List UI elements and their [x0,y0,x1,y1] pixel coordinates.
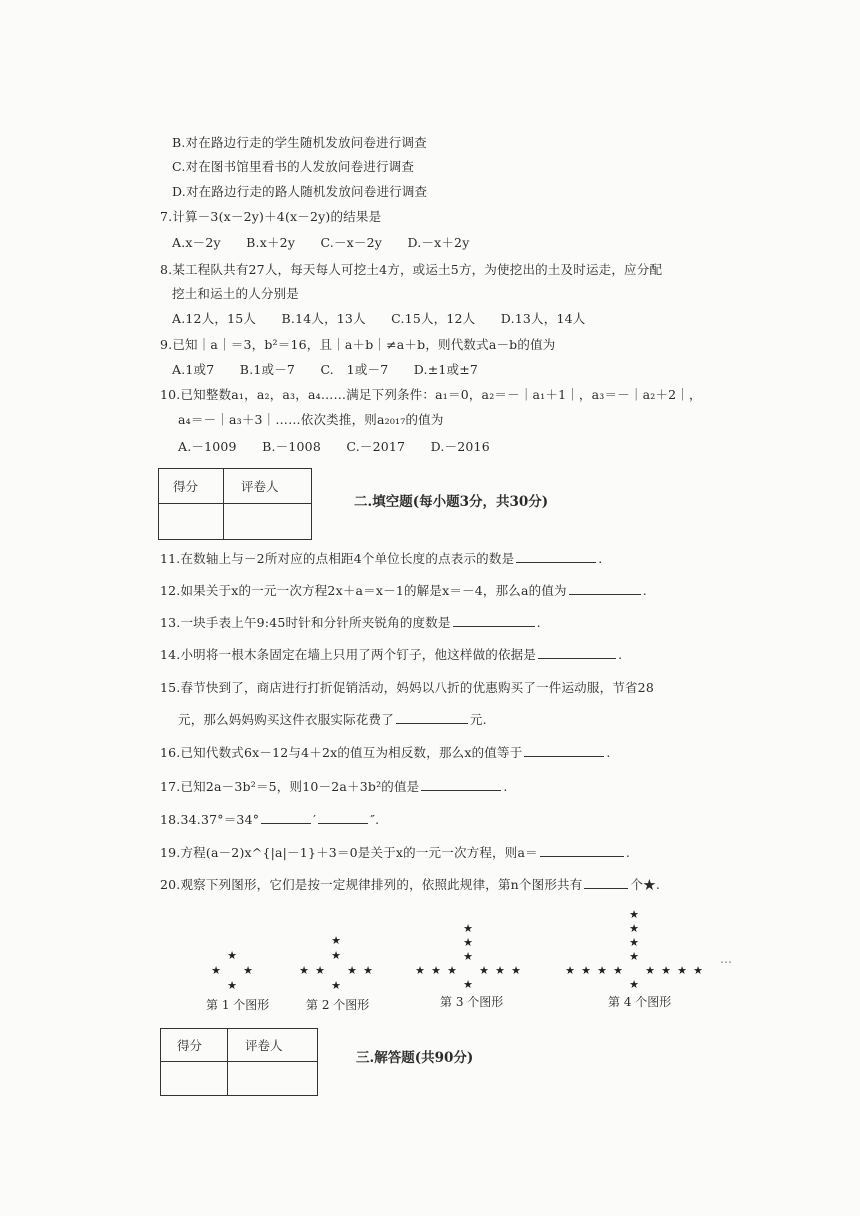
q12-text: 12.如果关于x的一元一次方程2x＋a＝x－1的解是x＝－4，那么a的值为 [160,583,567,598]
q18-seconds-blank[interactable] [318,811,368,824]
figure-4-label: 第 4 个图形 [608,995,672,1009]
q18-text: 18.34.37°＝34° [160,812,260,827]
star-mark: ★ [629,978,639,991]
q16-text: 16.已知代数式6x－12与4＋2x的值互为相反数，那么x的值等于 [160,745,523,760]
q13-text: 13.一块手表上午9:45时针和分针所夹锐角的度数是 [160,615,451,630]
grader-label: 评卷人 [245,1038,283,1053]
q19-end: . [625,845,630,860]
grader-label: 评卷人 [241,479,279,494]
star-mark: ★ [299,964,309,977]
q9-options: A.1或7 B.1或－7 C. 1或－7 D.±1或±7 [172,362,479,377]
star-mark: ★ [629,936,639,949]
star-mark: ★ [693,964,703,977]
q18-minutes-blank[interactable] [261,811,311,824]
star-mark: ★ [629,922,639,935]
q14-end: . [618,647,623,662]
score-label: 得分 [173,479,199,494]
q7-stem: 7.计算－3(x－2y)＋4(x－2y)的结果是 [160,209,382,224]
star-mark: ★ [315,964,325,977]
star-mark: ★ [463,936,473,949]
star-mark: ★ [463,922,473,935]
q16-answer-blank[interactable] [524,744,604,757]
star-mark: ★ [331,949,341,962]
q18-minute-mark: ′ [313,812,317,827]
star-mark: ★ [677,964,687,977]
q20 [160,876,660,894]
q10-stem-cont: a₄＝－｜a₃＋3｜……依次类推，则a₂₀₁₇的值为 [178,412,444,427]
figure-1-label: 第 1 个图形 [206,998,270,1012]
star-mark: ★ [629,908,639,921]
star-mark: ★ [613,964,623,977]
score-label: 得分 [177,1038,203,1053]
q14 [160,646,622,664]
star-mark: ★ [347,964,357,977]
q10-options: A.－1009 B.－1008 C.－2017 D.－2016 [178,439,490,454]
star-mark: ★ [565,964,575,977]
q15-end: 元. [469,712,487,727]
q13-answer-blank[interactable] [453,614,535,627]
star-mark: ★ [415,964,425,977]
star-mark: ★ [227,949,237,962]
star-mark: ★ [645,964,655,977]
figure-ellipsis: … [720,952,732,966]
q11-answer-blank[interactable] [516,550,596,563]
star-mark: ★ [463,950,473,963]
q8-stem: 8.某工程队共有27人，每天每人可挖土4方，或运土5方，为使挖出的土及时运走，应分配 [160,262,663,277]
option-c: C.对在图书馆里看书的人发放问卷进行调查 [172,159,415,174]
q17 [160,778,508,796]
q14-text: 14.小明将一根木条固定在墙上只用了两个钉子，他这样做的依据是 [160,647,537,662]
q15-stem: 15.春节快到了，商店进行打折促销活动，妈妈以八折的优惠购买了一件运动服，节省28 [160,680,654,695]
q11-end: . [598,551,603,566]
q12-answer-blank[interactable] [569,582,641,595]
q17-answer-blank[interactable] [421,778,501,791]
section-3-title: 三.解答题(共90分) [356,1050,474,1066]
star-mark: ★ [243,964,253,977]
star-mark: ★ [431,964,441,977]
star-mark: ★ [227,979,237,992]
q17-text: 17.已知2a－3b²＝5，则10－2a＋3b²的值是 [160,779,420,794]
q15-cont [178,711,487,729]
score-box-2 [160,1028,318,1096]
q9-stem: 9.已知｜a｜＝3，b²＝16，且｜a＋b｜≠a＋b，则代数式a－b的值为 [160,337,556,352]
option-d: D.对在路边行走的路人随机发放问卷进行调查 [172,184,428,199]
q20-answer-blank[interactable] [584,876,628,889]
q8-stem-cont: 挖土和运土的人分别是 [172,286,300,301]
star-mark: ★ [363,964,373,977]
q18-end: ″. [370,812,380,827]
star-mark: ★ [479,964,489,977]
star-mark: ★ [661,964,671,977]
star-mark: ★ [495,964,505,977]
q11 [160,550,602,568]
option-b: B.对在路边行走的学生随机发放问卷进行调查 [172,135,427,150]
q19 [160,844,630,862]
q15-answer-blank[interactable] [396,711,468,724]
figure-2-label: 第 2 个图形 [306,998,370,1012]
q16 [160,744,611,762]
q18 [160,811,379,829]
q15-text: 元，那么妈妈购买这件衣服实际花费了 [178,712,394,727]
q13 [160,614,541,632]
score-box-1 [158,468,312,540]
q12-end: . [642,583,647,598]
star-mark: ★ [511,964,521,977]
q17-end: . [503,779,508,794]
star-mark: ★ [597,964,607,977]
star-mark: ★ [331,979,341,992]
section-2-title: 二.填空题(每小题3分，共30分) [354,494,549,510]
q19-text: 19.方程(a－2)x^{|a|－1}＋3＝0是关于x的一元一次方程，则a＝ [160,845,538,860]
q20-text: 20.观察下列图形，它们是按一定规律排列的，依照此规律，第n个图形共有 [160,877,583,892]
q10-stem: 10.已知整数a₁，a₂，a₃，a₄……满足下列条件：a₁＝0，a₂＝－｜a₁＋1｜，a₃＝－｜a₂＋2｜， [160,387,702,402]
star-mark: ★ [629,950,639,963]
q16-end: . [606,745,611,760]
star-mark: ★ [447,964,457,977]
figure-3-label: 第 3 个图形 [440,995,504,1009]
star-mark: ★ [211,964,221,977]
q14-answer-blank[interactable] [538,646,616,659]
q20-end: 个★. [630,877,661,892]
q12 [160,582,647,600]
q11-text: 11.在数轴上与－2所对应的点相距4个单位长度的点表示的数是 [160,551,515,566]
star-mark: ★ [463,978,473,991]
q7-options: A.x－2y B.x＋2y C.－x－2y D.－x＋2y [172,235,470,250]
star-mark: ★ [581,964,591,977]
star-mark: ★ [331,934,341,947]
q13-end: . [536,615,541,630]
q19-answer-blank[interactable] [540,844,624,857]
q8-options: A.12人，15人 B.14人，13人 C.15人，12人 D.13人，14人 [172,311,586,326]
